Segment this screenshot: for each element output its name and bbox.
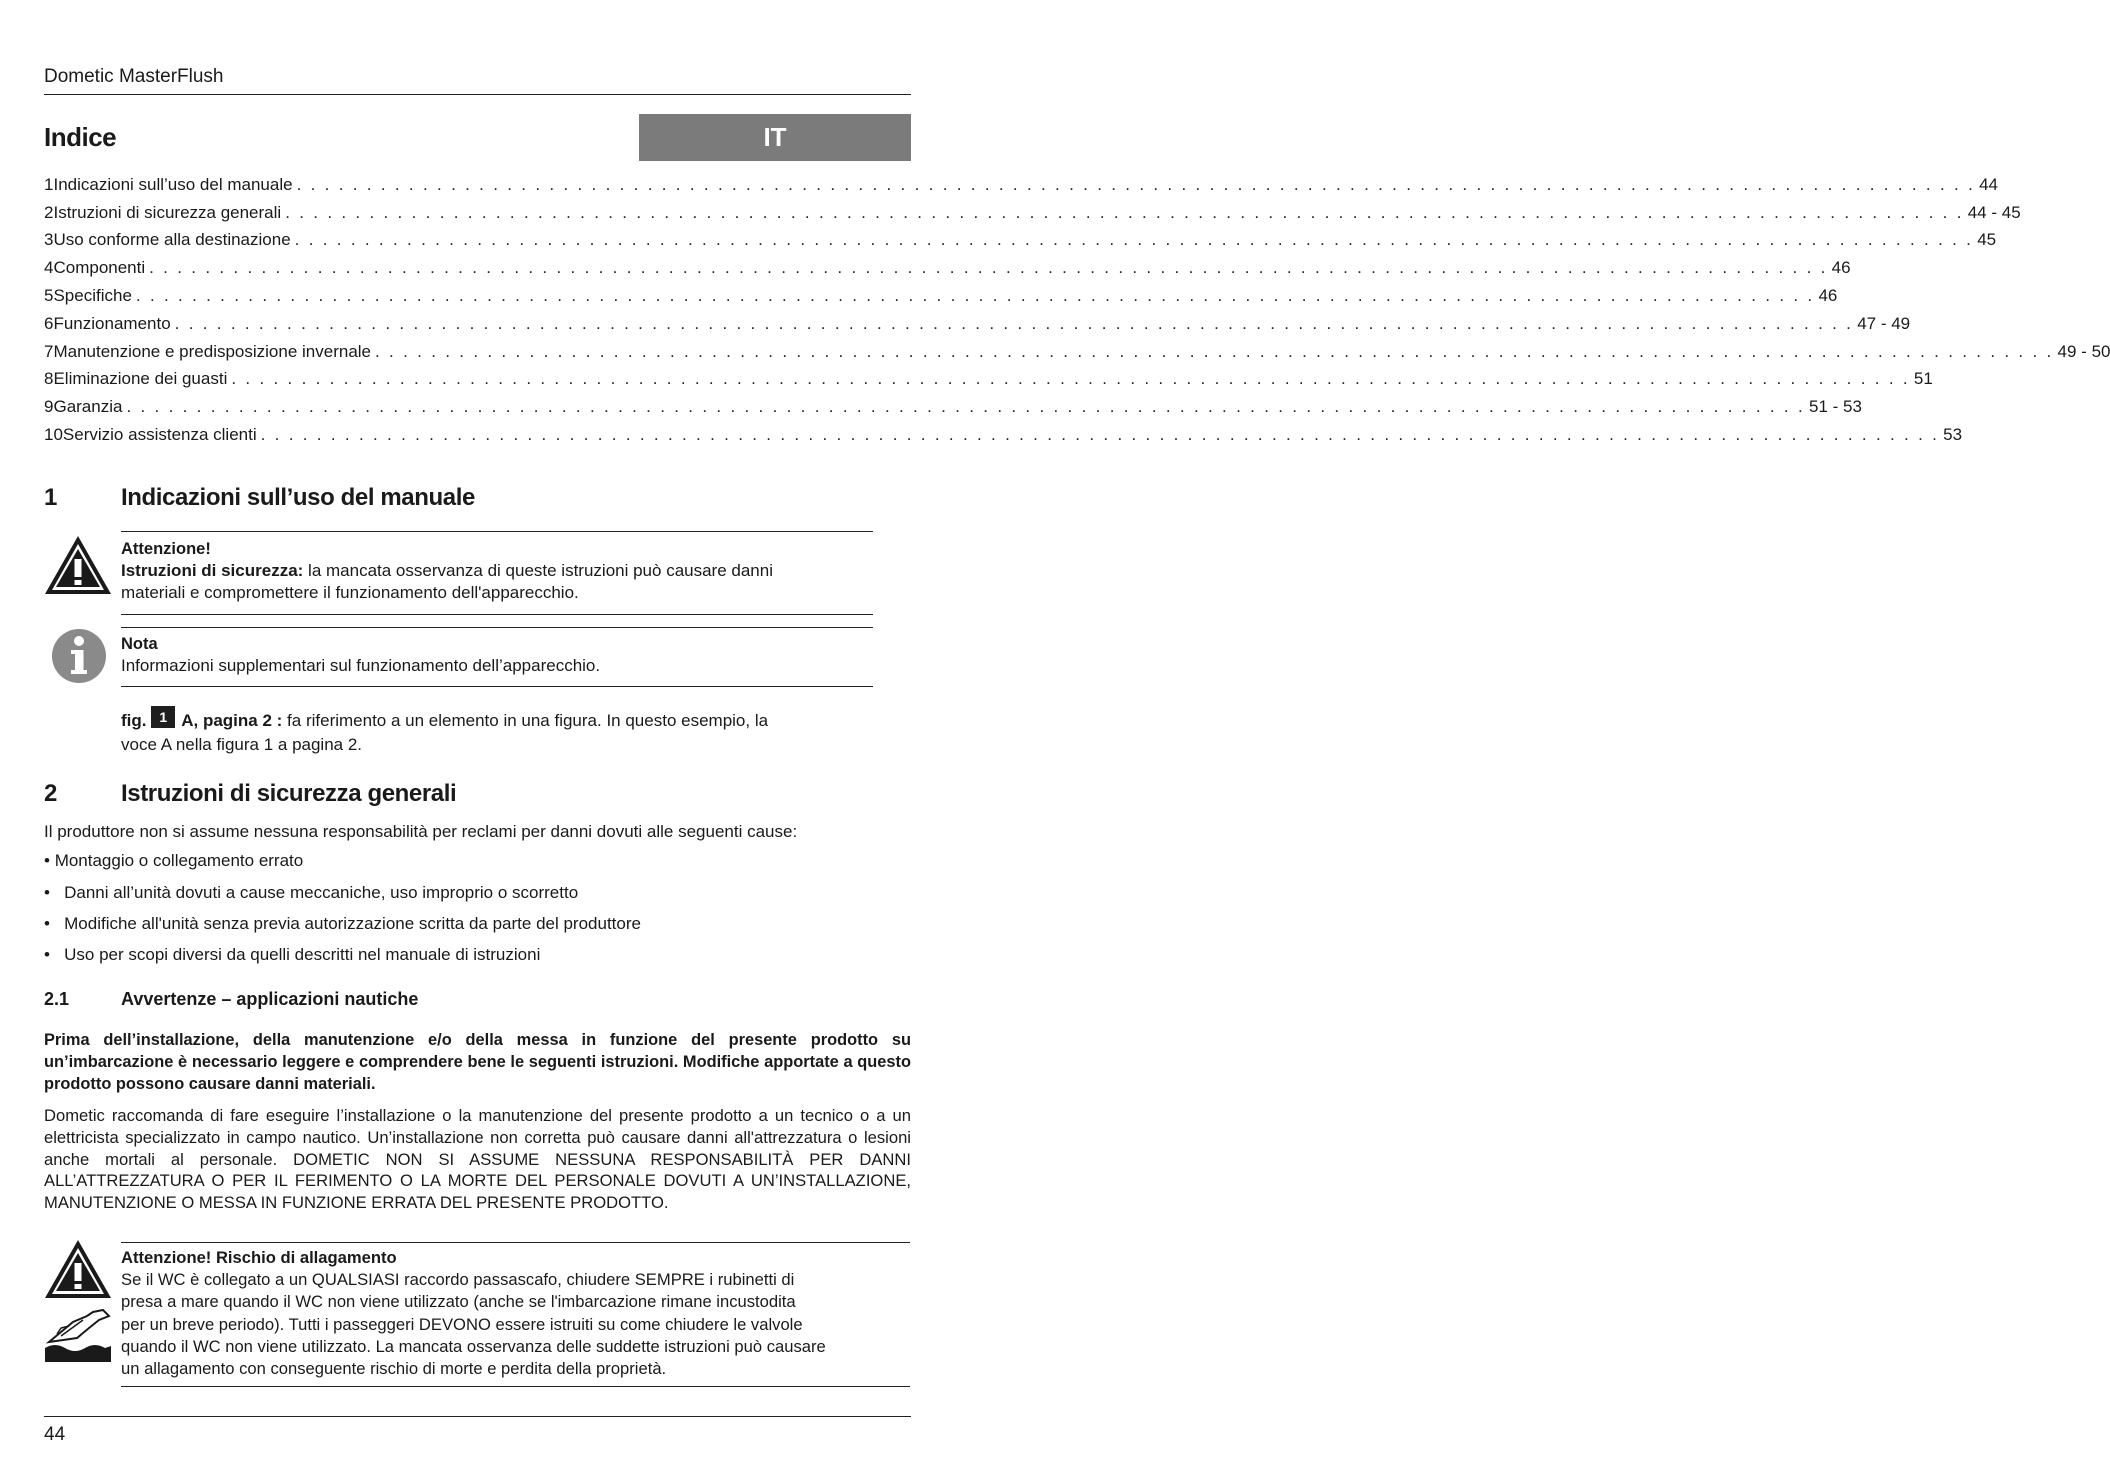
toc-dot-leader: . . . . . . . . . . . . . . . . . . . . . . . . . . . . . . . . . . . . . . . . . . . . . . . . . . . . . . . . . . . . . . . . . . . . . . . . . . . . . . . . . . . . . . . . . . . . . . . . . . . . . . . . . . . . . . . . . . . . . . . .: [149, 258, 1828, 278]
toc-entry-number: 4: [44, 258, 54, 278]
header-divider: [44, 94, 911, 95]
toc-dot-leader: . . . . . . . . . . . . . . . . . . . . . . . . . . . . . . . . . . . . . . . . . . . . . . . . . . . . . . . . . . . . . . . . . . . . . . . . . . . . . . . . . . . . . . . . . . . . . . . . . . . . . . . . . . . . . . . . . . . . . . . .: [294, 230, 1974, 250]
toc-entry-number: 7: [44, 341, 54, 361]
toc-heading: Indice: [44, 122, 117, 152]
section-title: Indicazioni sull’uso del manuale: [121, 484, 475, 511]
figure-number-badge: 1: [151, 706, 175, 728]
toc-entry-label: Garanzia: [53, 397, 123, 417]
toc-dot-leader: . . . . . . . . . . . . . . . . . . . . . . . . . . . . . . . . . . . . . . . . . . . . . . . . . . . . . . . . . . . . . . . . . . . . . . . . . . . . . . . . . . . . . . . . . . . . . . . . . . . . . . . . . . . . . . . . . . . . . . . .: [296, 174, 1976, 194]
toc-entry-page: 53: [1943, 425, 1963, 445]
flood-warning-box: [121, 1247, 911, 1380]
toc-entry-label: Specifiche: [53, 286, 132, 306]
toc-entry[interactable]: [44, 421, 1963, 449]
toc-entry-number: 9: [44, 397, 54, 417]
toc-entry-number: 3: [44, 230, 54, 250]
flood-warning-line: quando il WC non viene utilizzato. La mancata osservanza delle suddette istruzioni può causare: [121, 1336, 826, 1356]
toc-entry-number: 10: [44, 425, 63, 445]
fig-text-line1: fa riferimento a un elemento in una figura. In questo esempio, la: [287, 711, 769, 730]
toc-entry-number: 8: [44, 369, 54, 389]
note-box: [121, 633, 881, 677]
toc-entry[interactable]: [44, 254, 1851, 282]
language-badge: IT: [639, 114, 911, 161]
section-number: 2: [44, 780, 57, 807]
figure-reference: [121, 706, 881, 757]
toc-entry-label: Eliminazione dei guasti: [53, 369, 228, 389]
warning-top-rule: [121, 531, 873, 532]
flood-warning-title: Attenzione! Rischio di allagamento: [121, 1248, 397, 1267]
toc-entry-page: 45: [1977, 230, 1997, 250]
toc-entry-number: 1: [44, 174, 54, 194]
toc-entry-label: Componenti: [53, 258, 146, 278]
toc-entry-page: 51 - 53: [1808, 397, 1862, 417]
flood-warning-line: presa a mare quando il WC non viene utilizzato (anche se l'imbarcazione rimane incustodita: [121, 1292, 796, 1312]
toc-entry-page: 51: [1913, 369, 1933, 389]
toc-dot-leader: . . . . . . . . . . . . . . . . . . . . . . . . . . . . . . . . . . . . . . . . . . . . . . . . . . . . . . . . . . . . . . . . . . . . . . . . . . . . . . . . . . . . . . . . . . . . . . . . . . . . . . . . . . . . . . . . . . . . . . . .: [135, 286, 1815, 306]
toc-dot-leader: . . . . . . . . . . . . . . . . . . . . . . . . . . . . . . . . . . . . . . . . . . . . . . . . . . . . . . . . . . . . . . . . . . . . . . . . . . . . . . . . . . . . . . . . . . . . . . . . . . . . . . . . . . . . . . . . . . . . . . . .: [260, 425, 1940, 445]
document-header-title: Dometic MasterFlush: [44, 66, 224, 87]
toc-entry-number: 6: [44, 313, 54, 333]
toc-entry-number: 5: [44, 286, 54, 306]
toc-entry-page: 44 - 45: [1967, 202, 2021, 222]
toc-dot-leader: . . . . . . . . . . . . . . . . . . . . . . . . . . . . . . . . . . . . . . . . . . . . . . . . . . . . . . . . . . . . . . . . . . . . . . . . . . . . . . . . . . . . . . . . . . . . . . . . . . . . . . . . . . . . . . . . . . . . . . . .: [285, 202, 1964, 222]
toc-entry-label: Manutenzione e predisposizione invernale: [53, 341, 372, 361]
section-2-heading: [44, 780, 904, 810]
toc-entry[interactable]: [44, 171, 1999, 199]
page-number: 44: [44, 1424, 66, 1445]
flood-warning-bottom-rule: [121, 1386, 910, 1387]
section-number: 1: [44, 484, 57, 511]
toc-dot-leader: . . . . . . . . . . . . . . . . . . . . . . . . . . . . . . . . . . . . . . . . . . . . . . . . . . . . . . . . . . . . . . . . . . . . . . . . . . . . . . . . . . . . . . . . . . . . . . . . . . . . . . . . . . . . . . . . . . . . . . . .: [126, 397, 1805, 417]
footer-divider: [44, 1416, 911, 1417]
subsection-number: 2.1: [44, 989, 70, 1009]
list-item: • Danni all’unità dovuti a cause meccaniche, uso improprio o scorretto: [44, 883, 579, 902]
note-title: Nota: [121, 635, 158, 653]
flood-warning-line: Se il WC è collegato a un QUALSIASI raccordo passascafo, chiudere SEMPRE i rubinetti di: [121, 1270, 795, 1290]
subsection-2-1-heading: [44, 989, 419, 1010]
toc-entry-label: Indicazioni sull’uso del manuale: [53, 174, 293, 194]
warning-bottom-rule: [121, 614, 873, 615]
toc-entry-label: Uso conforme alla destinazione: [53, 230, 291, 250]
toc-dot-leader: . . . . . . . . . . . . . . . . . . . . . . . . . . . . . . . . . . . . . . . . . . . . . . . . . . . . . . . . . . . . . . . . . . . . . . . . . . . . . . . . . . . . . . . . . . . . . . . . . . . . . . . . . . . . . . . . . . . . . . . .: [231, 369, 1910, 389]
toc-entry[interactable]: [44, 338, 2110, 366]
fig-lead: fig.: [121, 711, 147, 730]
flood-warning-line: un allagamento con conseguente rischio di morte e perdita della proprietà.: [121, 1359, 667, 1379]
table-of-contents: [44, 171, 2110, 449]
note-text: Informazioni supplementari sul funzionamento dell’apparecchio.: [121, 656, 601, 675]
warning-triangle-icon: [43, 1238, 113, 1300]
info-icon: [51, 628, 107, 684]
toc-entry-page: 44: [1979, 174, 1999, 194]
warning-lead: Istruzioni di sicurezza:: [121, 561, 304, 580]
fig-text-line2: voce A nella figura 1 a pagina 2.: [121, 735, 363, 754]
fig-ref: A, pagina 2 :: [181, 711, 283, 730]
toc-entry[interactable]: [44, 199, 2021, 227]
list-item: • Montaggio o collegamento errato: [44, 851, 304, 870]
toc-dot-leader: . . . . . . . . . . . . . . . . . . . . . . . . . . . . . . . . . . . . . . . . . . . . . . . . . . . . . . . . . . . . . . . . . . . . . . . . . . . . . . . . . . . . . . . . . . . . . . . . . . . . . . . . . . . . . . . . . . . . . . . .: [174, 313, 1854, 333]
bold-paragraph: Prima dell’installazione, della manutenzione e/o della messa in funzione del presente prodotto su un’imbarcazione è necessario leggere e comprendere bene le seguenti istruzioni. Modifiche apportate a questo prodotto possono causare danni materiali.: [44, 1031, 911, 1093]
section-title: Istruzioni di sicurezza generali: [121, 780, 457, 807]
warning-triangle-icon: [43, 534, 113, 596]
note-top-rule: [121, 627, 873, 628]
toc-entry[interactable]: [44, 393, 1862, 421]
section-2-intro: Il produttore non si assume nessuna responsabilità per reclami per danni dovuti alle seguenti cause:: [44, 822, 798, 841]
toc-entry-label: Funzionamento: [53, 313, 171, 333]
toc-dot-leader: . . . . . . . . . . . . . . . . . . . . . . . . . . . . . . . . . . . . . . . . . . . . . . . . . . . . . . . . . . . . . . . . . . . . . . . . . . . . . . . . . . . . . . . . . . . . . . . . . . . . . . . . . . . . . . . . . . . . . . . .: [375, 341, 2054, 361]
toc-entry-page: 46: [1831, 258, 1851, 278]
toc-entry-page: 46: [1818, 286, 1838, 306]
subsection-title: Avvertenze – applicazioni nautiche: [121, 989, 419, 1009]
warning-title: Attenzione!: [121, 540, 211, 558]
toc-entry-page: 49 - 50: [2057, 341, 2110, 361]
warning-text-line2: materiali e compromettere il funzionamento dell'apparecchio.: [121, 583, 579, 602]
toc-entry[interactable]: [44, 227, 1997, 255]
toc-entry-label: Servizio assistenza clienti: [62, 425, 257, 445]
toc-entry[interactable]: [44, 366, 1933, 394]
list-item: • Uso per scopi diversi da quelli descritti nel manuale di istruzioni: [44, 945, 541, 964]
toc-entry-page: 47 - 49: [1857, 313, 1911, 333]
flood-warning-line: per un breve periodo). Tutti i passeggeri DEVONO essere istruiti su come chiudere le valvole: [121, 1314, 803, 1334]
flood-warning-top-rule: [121, 1242, 910, 1243]
toc-entry-label: Istruzioni di sicurezza generali: [53, 202, 282, 222]
toc-entry[interactable]: [44, 282, 1838, 310]
toc-entry-number: 2: [44, 202, 54, 222]
body-paragraph: Dometic raccomanda di fare eseguire l’installazione o la manutenzione del presente prodotto a un tecnico o a un elettricista specializzato in campo nautico. Un’installazione non corretta può causare danni all'attrezzatura o lesioni anche mortali al personale. DOMETIC NON SI ASSUME NESSUNA RESPONSABILITÀ PER DANNI ALL’ATTREZZATURA O PER IL FERIMENTO O LA MORTE DEL PERSONALE DOVUTI A UN’INSTALLAZIONE, MANUTENZIONE O MESSA IN FUNZIONE ERRATA DEL PRESENTE PRODOTTO.: [44, 1106, 911, 1213]
note-bottom-rule: [121, 686, 873, 687]
warning-box: [121, 538, 881, 604]
list-item: • Modifiche all'unità senza previa autorizzazione scritta da parte del produttore: [44, 914, 641, 933]
warning-text-line1: la mancata osservanza di queste istruzioni può causare danni: [308, 561, 773, 580]
flooding-hazard-icon: [43, 1308, 113, 1364]
toc-entry[interactable]: [44, 310, 1911, 338]
section-1-heading: [44, 484, 904, 514]
